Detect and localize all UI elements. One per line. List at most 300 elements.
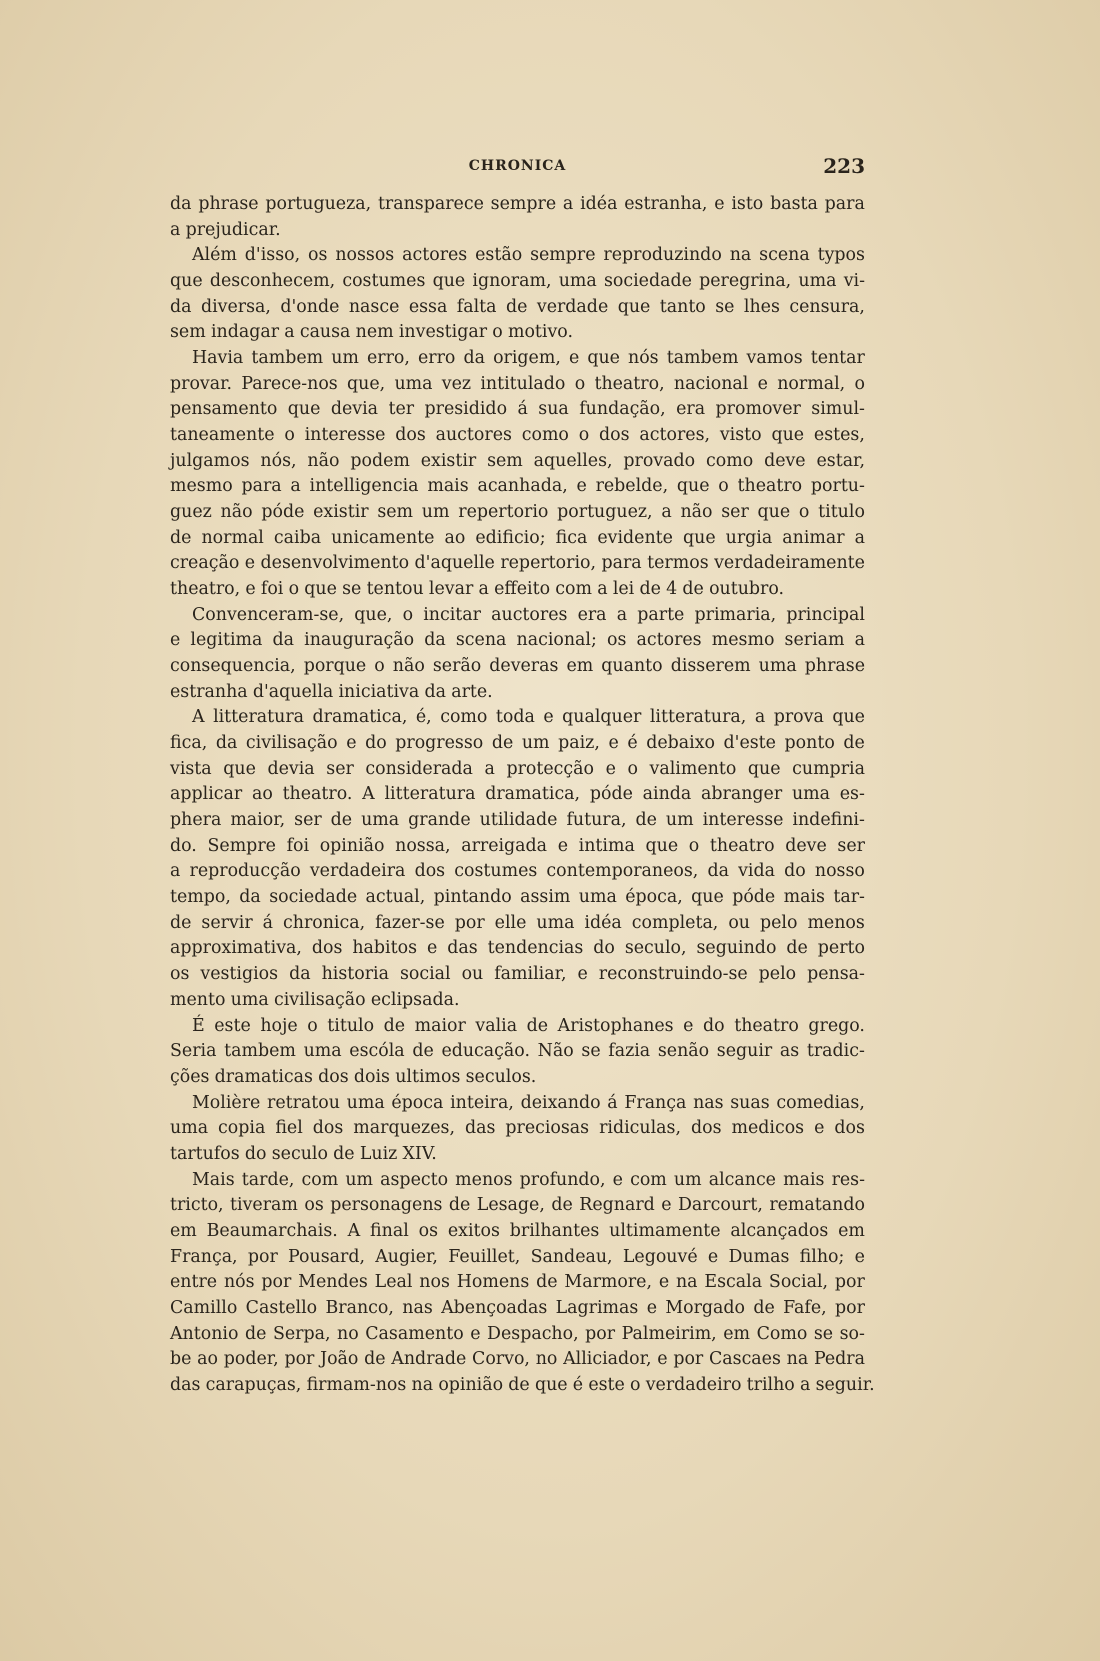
word: erro: [418, 348, 456, 369]
word: repertorio,: [500, 553, 597, 574]
word: Não: [537, 1041, 574, 1062]
word: e: [426, 938, 438, 959]
word: completa,: [631, 912, 719, 933]
word: protecção: [506, 758, 594, 779]
word: nem: [355, 322, 394, 343]
word: estar,: [816, 450, 865, 471]
word: na: [411, 1374, 434, 1395]
word: fica: [555, 527, 588, 548]
word: porque: [303, 656, 367, 677]
word: desconhecem,: [209, 271, 336, 292]
text-line: [170, 397, 865, 423]
text-line: [170, 834, 865, 860]
word: Pedra: [813, 1349, 865, 1370]
word: outubro.: [709, 579, 785, 600]
word: ser: [294, 810, 322, 831]
word: um: [345, 1169, 374, 1190]
text-line: [170, 1322, 865, 1348]
word: Mendes: [298, 1272, 368, 1293]
word: evidente: [597, 527, 673, 548]
text-line: [170, 705, 865, 731]
word: e: [658, 1272, 670, 1293]
word: uma: [758, 656, 797, 677]
word: verdade: [536, 296, 609, 317]
word: para: [241, 476, 282, 497]
word: tiveram: [230, 1195, 298, 1216]
word: o: [718, 476, 729, 497]
word: uma: [578, 887, 617, 908]
word: actores: [636, 630, 702, 651]
word: á: [262, 912, 274, 933]
text-line: [170, 1142, 865, 1168]
word: os: [170, 964, 190, 985]
word: dramaticas: [214, 1066, 313, 1087]
word: de: [333, 1143, 355, 1164]
word: da: [272, 630, 295, 651]
word: unicamente: [331, 527, 435, 548]
word: Seria: [170, 1041, 217, 1062]
word: filho;: [799, 1246, 845, 1267]
word: existir: [420, 450, 477, 471]
word: serão: [432, 656, 482, 677]
word: quanto: [601, 656, 663, 677]
word: tendencias: [487, 938, 584, 959]
word: scena: [759, 245, 810, 266]
word: uma: [791, 784, 830, 805]
word: Feuillet,: [448, 1246, 521, 1267]
word: nós: [223, 1272, 255, 1293]
text-line: [170, 192, 865, 218]
word: Abençoadas: [441, 1297, 548, 1318]
word: progresso: [395, 733, 484, 754]
word: verdadeiro: [645, 1374, 742, 1395]
word: que: [304, 579, 337, 600]
word: promover: [715, 399, 801, 420]
word: a: [484, 758, 495, 779]
word: mesmo: [170, 476, 233, 497]
text-line: [170, 295, 865, 321]
text-line: [170, 243, 865, 269]
word: tricto,: [170, 1195, 224, 1216]
word: actual,: [365, 887, 426, 908]
word: A: [192, 707, 205, 728]
word: Convenceram-se,: [192, 604, 345, 625]
word: iniciativa: [338, 681, 420, 702]
word: de: [635, 810, 657, 831]
word: sociedade: [269, 887, 358, 908]
word: habitos: [352, 938, 418, 959]
word: portugueza,: [265, 194, 372, 214]
text-line: [170, 372, 865, 398]
word: theatro,: [594, 373, 665, 394]
word: arte.: [451, 681, 493, 702]
word: dos: [599, 425, 630, 446]
word: é: [572, 1374, 584, 1395]
word: scena: [455, 630, 507, 651]
word: Alliciador,: [563, 1349, 652, 1370]
word: poder,: [223, 1349, 279, 1370]
word: origem,: [493, 348, 561, 369]
word: paiz,: [558, 733, 600, 754]
word: uma: [798, 271, 837, 292]
word: menos: [455, 1169, 513, 1190]
word: e: [170, 630, 181, 651]
word: João: [320, 1349, 359, 1370]
word: titulo: [327, 1015, 375, 1036]
text-line: [170, 1065, 865, 1091]
word: assim: [520, 887, 571, 908]
word: verdadeiramente: [714, 553, 865, 574]
word: o: [688, 835, 700, 856]
text-line: [170, 1219, 865, 1245]
word: que: [691, 887, 724, 908]
word: perto: [817, 938, 865, 959]
word: por: [585, 1323, 616, 1344]
word: provar.: [170, 373, 233, 394]
word: de: [551, 1195, 573, 1216]
word: e: [557, 835, 569, 856]
word: o: [854, 373, 865, 394]
word: ao: [444, 527, 466, 548]
word: incitar: [423, 604, 481, 625]
word: a: [478, 579, 489, 600]
word: aspecto: [380, 1169, 449, 1190]
text-line: [170, 808, 865, 834]
text-line: [170, 1091, 865, 1117]
word: nós: [628, 348, 659, 369]
word: do: [244, 1143, 267, 1164]
word: estes,: [813, 425, 865, 446]
word: tradic-: [806, 1041, 865, 1062]
body-text: [170, 192, 875, 1399]
word: Darcourt,: [677, 1195, 763, 1216]
word: taneamente: [170, 425, 275, 446]
word: reproducção: [189, 861, 301, 882]
word: termos: [647, 553, 709, 574]
word: profundo,: [519, 1169, 606, 1190]
word: primaria,: [694, 604, 777, 625]
word: mesmo: [711, 630, 775, 651]
word: social: [399, 964, 451, 985]
word: tar-: [833, 887, 865, 908]
word: XIV.: [402, 1143, 437, 1164]
word: em: [838, 1220, 865, 1241]
word: Serpa,: [272, 1323, 331, 1344]
word: a: [661, 502, 672, 523]
word: foi: [286, 835, 310, 856]
word: vamos: [746, 348, 803, 369]
word: Homens: [456, 1272, 530, 1293]
word: como: [440, 707, 488, 728]
word: seguindo: [696, 938, 777, 959]
word: d'aquella: [252, 681, 334, 702]
word: póde: [261, 502, 305, 523]
word: theatro: [734, 1015, 799, 1036]
text-line: [170, 654, 865, 680]
word: Pousard,: [288, 1246, 365, 1267]
word: qualquer: [562, 707, 642, 728]
text-line: [170, 1193, 865, 1219]
word: que: [170, 271, 203, 292]
word: ter: [388, 399, 415, 420]
word: animar: [782, 527, 845, 548]
word: opinião: [438, 1374, 504, 1395]
word: rematando: [769, 1195, 865, 1216]
word: repertorio: [458, 502, 549, 523]
word: Casamento: [365, 1323, 464, 1344]
text-line: [170, 423, 865, 449]
word: de: [505, 296, 528, 317]
word: verdadeira: [309, 861, 406, 882]
word: intima: [578, 835, 635, 856]
text-line: [170, 346, 865, 372]
text-line: [170, 1039, 865, 1065]
word: não: [392, 656, 425, 677]
word: transparece: [377, 194, 484, 214]
word: Branco,: [325, 1297, 394, 1318]
word: inauguração: [304, 630, 415, 651]
word: phrase: [804, 656, 865, 677]
word: e: [245, 579, 256, 600]
word: a: [284, 322, 295, 343]
word: mais: [783, 1169, 825, 1190]
word: phrase: [198, 194, 259, 214]
word: da: [170, 194, 192, 214]
word: Mais: [192, 1169, 235, 1190]
word: deixando: [520, 1092, 601, 1113]
word: contemporaneos,: [546, 861, 699, 882]
word: pintando: [433, 887, 512, 908]
word: da: [289, 964, 311, 985]
word: por: [247, 1246, 278, 1267]
word: estranha,: [624, 194, 708, 214]
running-title: CHRONICA: [468, 158, 567, 174]
paragraph: [170, 1014, 865, 1091]
word: toda: [495, 707, 535, 728]
word: É: [192, 1015, 205, 1036]
word: eclipsada.: [370, 989, 460, 1010]
word: tarde,: [241, 1169, 295, 1190]
word: Luiz: [359, 1143, 398, 1164]
word: ainda: [642, 784, 692, 805]
word: deve: [764, 450, 806, 471]
word: e: [608, 733, 619, 754]
word: nas: [402, 1297, 433, 1318]
word: Corvo,: [472, 1349, 530, 1370]
paragraph: [170, 243, 865, 346]
word: indefini-: [792, 810, 865, 831]
text-line: [170, 859, 865, 885]
word: final: [370, 1220, 409, 1241]
word: considerada: [365, 758, 473, 779]
word: pelo: [759, 912, 798, 933]
word: uma: [558, 271, 597, 292]
text-line: [170, 500, 865, 526]
word: na: [675, 1272, 698, 1293]
word: Molière: [192, 1092, 261, 1113]
word: dos: [318, 1066, 349, 1087]
word: mais: [783, 887, 825, 908]
word: do: [703, 1015, 725, 1036]
word: ser: [326, 758, 354, 779]
word: ignoram,: [472, 271, 552, 292]
word: Despacho,: [487, 1323, 579, 1344]
word: nasce: [348, 296, 400, 317]
word: applicar: [170, 784, 243, 805]
word: a: [290, 476, 301, 497]
word: com: [630, 1169, 667, 1190]
word: do: [365, 733, 387, 754]
word: dos: [690, 1118, 722, 1139]
text-line: [170, 1373, 875, 1399]
word: e: [714, 194, 725, 214]
word: suas: [730, 1092, 770, 1113]
word: civilisação: [273, 989, 366, 1010]
word: sem: [377, 502, 414, 523]
word: como: [521, 425, 569, 446]
word: sociedade: [603, 271, 692, 292]
word: Social,: [768, 1272, 829, 1293]
word: basta: [770, 194, 818, 214]
word: de: [448, 1195, 471, 1216]
word: é,: [415, 707, 432, 728]
word: tanto: [659, 296, 706, 317]
word: de: [639, 579, 661, 600]
word: ao: [197, 1349, 219, 1370]
word: podem: [350, 450, 410, 471]
word: a: [754, 707, 766, 728]
word: época,: [625, 887, 683, 908]
text-line: [170, 1116, 865, 1142]
word: trilho: [746, 1374, 795, 1395]
word: reproduzindo: [603, 245, 722, 266]
word: erro,: [367, 348, 410, 369]
word: A: [347, 1220, 361, 1241]
word: reconstruindo-se: [598, 964, 748, 985]
word: não: [307, 450, 340, 471]
word: falta: [456, 296, 497, 317]
word: em: [566, 656, 594, 677]
word: de: [536, 1272, 558, 1293]
text-line: [170, 628, 865, 654]
word: tambem: [224, 1041, 296, 1062]
word: o: [492, 322, 503, 343]
word: um: [421, 502, 450, 523]
text-line: [170, 1014, 865, 1040]
word: fica,: [170, 733, 208, 754]
word: guez: [170, 502, 212, 523]
word: a: [562, 194, 574, 214]
word: do: [784, 861, 806, 882]
word: copia: [218, 1118, 266, 1139]
word: dos: [312, 1118, 344, 1139]
word: debaixo: [646, 733, 715, 754]
word: Escala: [704, 1272, 763, 1293]
word: d'onde: [280, 296, 340, 317]
word: era: [676, 399, 706, 420]
word: principal: [786, 604, 865, 625]
word: grego.: [808, 1015, 865, 1036]
word: um: [521, 733, 550, 754]
word: causa: [299, 322, 351, 343]
word: Castello: [245, 1297, 318, 1318]
word: diversa,: [200, 296, 271, 317]
word: es-: [839, 784, 865, 805]
word: por: [835, 1297, 865, 1318]
word: devia: [330, 399, 379, 420]
word: das: [447, 938, 478, 959]
word: sem: [487, 450, 523, 471]
word: que: [587, 348, 620, 369]
word: dos: [414, 861, 446, 882]
word: escóla: [349, 1041, 405, 1062]
word: utilidade: [479, 810, 558, 831]
word: de: [170, 527, 192, 548]
word: sua: [538, 399, 569, 420]
word: não: [680, 502, 713, 523]
word: auctores: [435, 425, 512, 446]
word: futura,: [566, 810, 627, 831]
word: Beaumarchais.: [206, 1220, 338, 1241]
word: Regnard: [579, 1195, 655, 1216]
word: que: [747, 758, 781, 779]
text-line: [170, 911, 865, 937]
word: com: [301, 1169, 339, 1190]
word: de: [843, 733, 865, 754]
word: seriam: [784, 630, 845, 651]
word: um: [665, 810, 694, 831]
word: portuguez,: [557, 502, 653, 523]
word: que: [757, 502, 791, 523]
text-line: [170, 269, 865, 295]
word: phera: [170, 810, 222, 831]
word: titulo: [818, 502, 865, 523]
word: interesse: [304, 425, 386, 446]
word: póde: [589, 784, 633, 805]
word: que: [645, 835, 679, 856]
word: intelligencia: [309, 476, 419, 497]
word: vida: [738, 861, 775, 882]
word: o: [578, 425, 590, 446]
word: ultimos: [395, 1066, 461, 1087]
word: pensamento: [170, 399, 278, 420]
word: d'aquelle: [414, 553, 495, 574]
word: ridiculas,: [599, 1118, 681, 1139]
word: rebelde,: [595, 476, 669, 497]
word: d'isso,: [244, 245, 301, 266]
word: Legouvé: [622, 1246, 698, 1267]
word: se: [715, 296, 735, 317]
word: póde: [732, 887, 776, 908]
word: isto: [731, 194, 764, 214]
word: lei: [612, 579, 635, 600]
word: Antonio: [170, 1323, 239, 1344]
word: e: [657, 1349, 668, 1370]
word: um: [331, 348, 359, 369]
word: nosso: [814, 861, 865, 882]
word: levar: [428, 579, 474, 600]
word: o: [402, 604, 414, 625]
word: das: [170, 1374, 201, 1395]
word: maior,: [230, 810, 286, 831]
text-line: [170, 1347, 865, 1373]
word: e: [612, 1169, 623, 1190]
word: Marmore,: [564, 1272, 652, 1293]
word: de: [682, 579, 704, 600]
word: visto: [719, 425, 762, 446]
word: de: [364, 1349, 386, 1370]
word: d'este: [723, 733, 776, 754]
